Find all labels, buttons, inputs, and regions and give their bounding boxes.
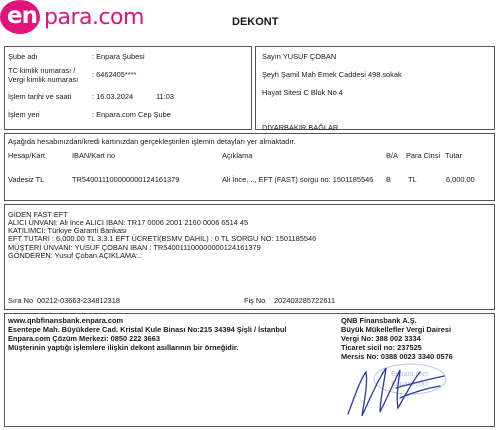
receipt-value: 202403285722611: [274, 296, 336, 305]
footer-left-line: Esentepe Mah. Büyükdere Cad. Kristal Kule Binası No:215 34394 Şişli / İstanbul: [8, 325, 287, 334]
tc-label-line1: TC kimlik numarası /: [8, 66, 76, 75]
detail-line: MÜŞTERİ ÜNVANI: YUSUF ÇOBAN IBAN : TR540011100000000124161379: [8, 243, 261, 252]
col-header-currency: Para Cinsi: [406, 151, 441, 160]
recipient-city: DİYARBAKIR BAĞLAR: [262, 123, 339, 132]
recipient-name: Sayın YUSUF ÇOBAN: [262, 52, 337, 61]
place-label: İşlem yeri: [8, 110, 40, 119]
date-label: İşlem tarihi ve saati: [8, 92, 72, 101]
time-value: 11:03: [156, 92, 174, 101]
detail-line: KATILIMCI: Türkiye Garanti Bankası: [8, 226, 127, 235]
svg-text:Enpara.com: Enpara.com: [391, 371, 429, 378]
svg-text:Enpara.com: Enpara.com: [391, 381, 429, 388]
footer-left-line: Enpara.com Çözüm Merkezi: 0850 222 3663: [8, 334, 160, 343]
branch-label: Şube adı: [8, 52, 38, 61]
footer-right-line: QNB Finansbank A.Ş.: [341, 316, 417, 325]
sequence-value: 00212-03663-234812318: [37, 296, 121, 305]
footer-left-line: www.qnbfinansbank.enpara.com: [8, 316, 124, 325]
row-ba: B: [386, 175, 391, 184]
detail-line: GİDEN FAST EFT: [8, 210, 68, 219]
col-header-description: Açıklama: [222, 151, 253, 160]
col-header-amount: Tutar: [445, 151, 462, 160]
receipt-label: Fiş No: [244, 296, 266, 305]
footer-right-line: Büyük Mükellefler Vergi Dairesi: [341, 325, 452, 334]
recipient-address-line2: Hayat Sitesi C Blok No 4: [262, 88, 343, 97]
col-header-ba: B/A: [386, 151, 398, 160]
row-account: Vadesiz TL: [8, 175, 45, 184]
col-header-iban: IBAN/Kart no: [72, 151, 116, 160]
detail-line: GÖNDEREN: Yusuf Çoban AÇIKLAMA:..: [8, 251, 143, 260]
logo-en-text: en: [7, 3, 37, 29]
row-amount: 6,000.00: [446, 175, 475, 184]
place-value: : Enpara.com Cep Şube: [92, 110, 171, 119]
col-header-account: Hesap/Kart: [8, 151, 45, 160]
footer-right-line: Mersis No: 0388 0023 3340 0576: [341, 352, 453, 361]
row-iban: TR540011100000000124161379: [72, 175, 180, 184]
branch-value: : Enpara Şubesi: [92, 52, 145, 61]
tc-value: : 6462405****: [92, 70, 137, 79]
footer-right-line: Vergi No: 388 002 3334: [341, 334, 421, 343]
tc-label-line2: Vergi kimlik numarası: [8, 75, 79, 84]
transaction-intro: Aşağıda hesabınızdan/kredi kartınızdan gerçekleştirilen işlemin detayları yer almaktadır.: [8, 137, 296, 146]
detail-line: ALICI ÜNVANI: Ali İnce ALICI IBAN: TR17 0006 2001 2160 0006 6514 45: [8, 218, 249, 227]
date-value: : 16.03.2024: [92, 92, 134, 101]
recipient-address-line1: Şeyh Şamil Mah Emek Caddesi 498.sokak: [262, 70, 402, 79]
footer-right-line: Ticaret sicil no: 237525: [341, 343, 422, 352]
footer-left-line: Müşterinin yaptığı işlemlere ilişkin dekont asıllarının bir örneğidir.: [8, 343, 239, 352]
page-title: DEKONT: [232, 16, 279, 28]
logo-para-text: para.com: [44, 5, 144, 30]
detail-line: EFT TUTARI : 6,000.00 TL 3.3.1 EFT ÜCRETİ(BSMV DAHİL) : 0 TL SORGU NO: 1501185546: [8, 234, 317, 243]
row-description: Ali İnce, .., EFT (FAST) sorgu no: 1501185546: [222, 175, 374, 184]
sequence-label: Sıra No: [8, 296, 34, 305]
signature: [340, 358, 450, 422]
row-currency: TL: [408, 175, 417, 184]
enpara-logo: [0, 0, 150, 34]
